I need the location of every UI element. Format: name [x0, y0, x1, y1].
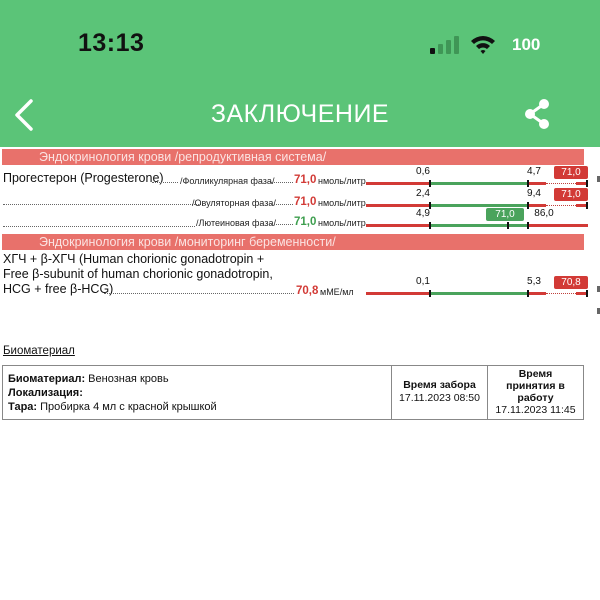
ref-high: 4,7: [527, 166, 541, 177]
collection-time-cell: [392, 366, 488, 419]
result-unit: нмоль/литр: [318, 176, 366, 186]
leader-dots: [3, 204, 203, 205]
test-name-hcg-line3: HCG + free β-HCG): [3, 282, 114, 296]
biomaterial-table: [2, 365, 584, 420]
material-label: Биоматериал:: [8, 373, 86, 385]
reference-scale: [366, 188, 588, 210]
cellular-signal-icon: [430, 36, 460, 54]
reference-scale: [366, 166, 588, 188]
accepted-time-label-1: Время: [518, 368, 553, 380]
collection-time-value: 17.11.2023 08:50: [399, 392, 480, 404]
leader-dots: [271, 204, 293, 205]
test-name-hcg-line1: ХГЧ + β-ХГЧ (Human chorionic gonadotropin +: [3, 252, 265, 266]
leader-dots: [3, 226, 195, 227]
accepted-time-value: 17.11.2023 11:45: [495, 404, 576, 416]
ref-high: 86,0: [534, 208, 554, 219]
localization-label: Локализация:: [8, 387, 83, 399]
result-value: 71,0: [294, 216, 317, 228]
result-value: 71,0: [294, 174, 317, 186]
leader-dots: [271, 182, 293, 183]
ref-high: 5,3: [527, 276, 541, 287]
result-unit: мМЕ/мл: [320, 287, 354, 297]
container-value: Пробирка 4 мл с красной крышкой: [40, 401, 217, 413]
collection-time-label: Время забора: [403, 379, 476, 391]
ref-low: 2,4: [416, 188, 430, 199]
ref-low: 0,1: [416, 276, 430, 287]
phase-label: /Овуляторная фаза/: [192, 198, 276, 208]
page-title: ЗАКЛЮЧЕНИЕ: [210, 100, 390, 128]
phase-label: /Лютеиновая фаза/: [196, 218, 276, 228]
phase-label: /Фолликулярная фаза/: [180, 176, 275, 186]
accepted-time-label-2: принятия в: [506, 380, 565, 392]
value-badge: 70,8: [554, 276, 588, 289]
result-value: 70,8: [296, 285, 319, 297]
test-name-hcg-line2: Free β-subunit of human chorionic gonadotropin,: [3, 267, 273, 281]
ref-high: 9,4: [527, 188, 541, 199]
accepted-time-cell: [488, 366, 583, 419]
accepted-time-label-3: работу: [517, 392, 554, 404]
test-name-progesterone: Прогестерон (Progesterone): [3, 171, 164, 185]
wifi-icon: [470, 33, 496, 55]
value-badge: 71,0: [554, 188, 588, 201]
app-header: [0, 0, 600, 147]
biomaterial-heading: Биоматериал: [3, 345, 75, 357]
leader-dots: [104, 293, 294, 294]
value-badge: 71,0: [486, 208, 524, 221]
container-label: Тара:: [8, 401, 38, 413]
ref-low: 0,6: [416, 166, 430, 177]
section-header-pregnancy: Эндокринология крови /мониторинг беременности/: [2, 234, 584, 250]
ref-low: 4,9: [416, 208, 430, 219]
leader-dots: [152, 182, 178, 183]
result-unit: нмоль/литр: [318, 218, 366, 228]
reference-scale: [366, 208, 588, 230]
status-time: 13:13: [78, 29, 145, 57]
value-badge: 71,0: [554, 166, 588, 179]
material-value: Венозная кровь: [88, 373, 169, 385]
result-unit: нмоль/литр: [318, 198, 366, 208]
section-header-reproductive: Эндокринология крови /репродуктивная система/: [2, 149, 584, 165]
result-value: 71,0: [294, 196, 317, 208]
biomaterial-details: [3, 366, 392, 419]
share-button[interactable]: [522, 98, 552, 130]
battery-level: 100: [512, 35, 541, 54]
leader-dots: [271, 224, 293, 225]
reference-scale: [366, 276, 588, 298]
